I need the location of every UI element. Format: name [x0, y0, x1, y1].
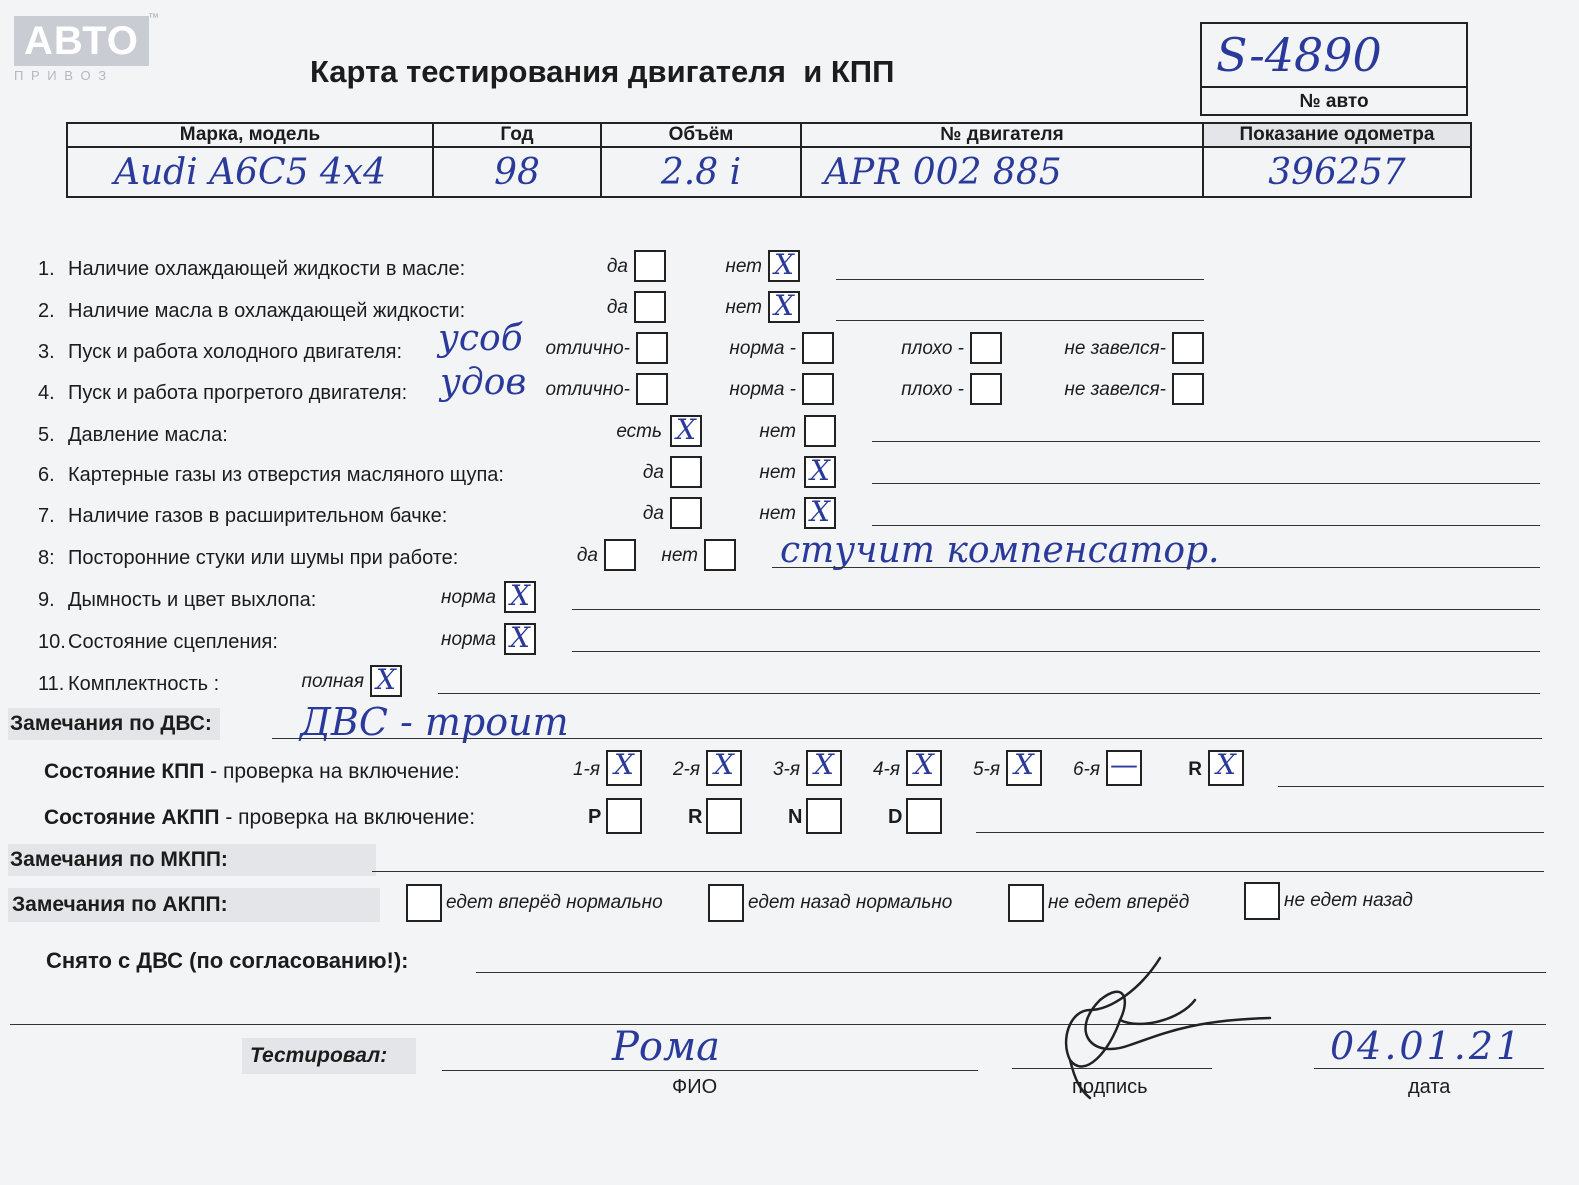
checkbox-mark: X	[774, 289, 794, 322]
checkbox-mark: X	[510, 579, 530, 612]
remark-line	[572, 609, 1540, 610]
option-label: плохо -	[901, 338, 964, 359]
option-label: полная	[301, 671, 364, 692]
option-label: норма	[441, 629, 496, 650]
remark-line	[872, 441, 1540, 442]
checkbox-akpp-n[interactable]	[806, 798, 842, 834]
remark-line	[438, 693, 1540, 694]
akpp-option-label: не едет вперёд	[1048, 892, 1190, 913]
checkbox-mark: X	[914, 748, 934, 781]
row-number: 2.	[38, 300, 55, 322]
remark-line	[872, 525, 1540, 526]
option-label: плохо -	[901, 379, 964, 400]
checkbox-expansion-tank-gases-yes[interactable]	[670, 497, 702, 529]
row-number: 6.	[38, 464, 55, 486]
row-text: Картерные газы из отверстия масляного щупа:	[68, 464, 504, 486]
header-table	[66, 122, 1472, 198]
checkbox-mark: X	[1014, 748, 1034, 781]
checkbox-cold-start-excellent[interactable]	[636, 332, 668, 364]
row-number: 9.	[38, 589, 55, 611]
dvs-remarks-value: ДВС - троит	[300, 700, 569, 744]
signature	[1030, 950, 1290, 1100]
checkbox-oil-pressure-present[interactable]	[670, 415, 702, 447]
option-label: да	[576, 545, 598, 566]
kpp-label-bold: Состояние КПП	[44, 760, 205, 783]
akpp-position-label: P	[588, 806, 602, 828]
row-text: Пуск и работа холодного двигателя:	[68, 341, 403, 363]
checkbox-crankcase-gases-yes[interactable]	[670, 456, 702, 488]
checkbox-mark: X	[614, 748, 634, 781]
page-title: Карта тестирования двигателя и КПП	[310, 54, 895, 89]
row-number: 10.	[38, 631, 66, 653]
checkbox-gear-reverse[interactable]	[1208, 750, 1244, 786]
row-text: Наличие газов в расширительном бачке:	[68, 505, 448, 527]
akpp-label-rest: - проверка на включение:	[219, 806, 476, 829]
remark-line	[772, 567, 1540, 568]
row-number: 4.	[38, 382, 55, 404]
akpp-position-label: R	[688, 806, 703, 828]
checkbox-gear-4[interactable]	[906, 750, 942, 786]
checkbox-coolant-in-oil-no[interactable]	[768, 250, 800, 282]
row-11	[38, 673, 219, 696]
row-3-handwritten-note: усоб	[438, 318, 523, 359]
logo	[14, 16, 149, 83]
checkbox-mark: X	[810, 495, 830, 528]
separator-line	[10, 1024, 1546, 1025]
checkbox-oil-in-coolant-no[interactable]	[768, 291, 800, 323]
checkbox-warm-start-bad[interactable]	[970, 373, 1002, 405]
header-label-engine-number: № двигателя	[801, 123, 1203, 147]
checkbox-crankcase-gases-no[interactable]	[804, 456, 836, 488]
checkbox-cold-start-bad[interactable]	[970, 332, 1002, 364]
row-8	[38, 547, 458, 570]
checkbox-mark: X	[774, 248, 794, 281]
option-label: отлично-	[545, 379, 630, 400]
gear-label: 1-я	[572, 759, 600, 780]
remark-line	[872, 483, 1540, 484]
logo-subtitle: П Р И В О З	[14, 68, 109, 83]
akpp-option-label: едет назад нормально	[748, 892, 953, 913]
option-label: нет	[725, 256, 762, 277]
option-label: да	[606, 256, 628, 277]
checkbox-cold-start-normal[interactable]	[802, 332, 834, 364]
tester-name: Рома	[612, 1024, 721, 1070]
car-number-label: № авто	[1299, 91, 1369, 112]
row-8-remark: стучит компенсатор.	[780, 530, 1220, 571]
checkbox-warm-start-excellent[interactable]	[636, 373, 668, 405]
row-text: Дымность и цвет выхлопа:	[68, 589, 317, 611]
row-number: 11.	[38, 673, 65, 695]
date-value: 04.01.21	[1330, 1024, 1524, 1068]
gear-label: 3-я	[772, 759, 800, 780]
remark-line	[572, 651, 1540, 652]
option-label: норма	[441, 587, 496, 608]
logo-text: АВТО	[14, 16, 149, 66]
akpp-position-label: D	[888, 806, 903, 828]
header-label-year: Год	[433, 123, 601, 147]
checkbox-mark: —	[1110, 748, 1138, 781]
row-3	[38, 341, 402, 364]
checkbox-mark: X	[810, 454, 830, 487]
checkbox-warm-start-normal[interactable]	[802, 373, 834, 405]
option-label: не завелся-	[1064, 338, 1166, 359]
checkbox-gear-1[interactable]	[606, 750, 642, 786]
row-2	[38, 300, 465, 323]
akpp-label	[44, 806, 475, 830]
mkpp-remarks-label: Замечания по МКПП:	[8, 844, 376, 876]
checkbox-exhaust-normal[interactable]	[504, 581, 536, 613]
row-text: Давление масла:	[68, 424, 228, 446]
gear-label: 6-я	[1072, 759, 1100, 780]
akpp-label-bold: Состояние АКПП	[44, 806, 220, 829]
row-4	[38, 382, 407, 405]
remark-line	[476, 972, 1546, 973]
checkbox-mark: X	[714, 748, 734, 781]
checkbox-gear-3[interactable]	[806, 750, 842, 786]
header-label-volume: Объём	[601, 123, 801, 147]
checkbox-oil-in-coolant-yes[interactable]	[634, 291, 666, 323]
row-number: 1.	[38, 258, 55, 280]
gear-label: 2-я	[672, 759, 700, 780]
gear-label: 5-я	[972, 759, 1000, 780]
car-number-box	[1200, 22, 1468, 116]
option-label: отлично-	[545, 338, 630, 359]
checkbox-noises-no[interactable]	[704, 539, 736, 571]
header-label-model: Марка, модель	[67, 123, 433, 147]
akpp-remarks-label: Замечания по АКПП:	[8, 888, 380, 922]
row-text: Комплектность :	[68, 673, 220, 695]
row-number: 7.	[38, 505, 55, 527]
fio-line	[442, 1070, 978, 1071]
kpp-label-rest: - проверка на включение:	[204, 760, 460, 783]
row-number: 8:	[38, 547, 55, 569]
dvs-remarks-label: Замечания по ДВС:	[8, 708, 220, 740]
option-label: норма -	[729, 338, 796, 359]
row-number: 5.	[38, 424, 55, 446]
option-label: нет	[661, 545, 698, 566]
tested-label: Тестировал:	[242, 1038, 416, 1074]
option-label: нет	[759, 503, 796, 524]
checkbox-completeness-full[interactable]	[370, 665, 402, 697]
checkbox-mark: X	[676, 413, 696, 446]
remark-line	[372, 871, 1544, 872]
row-4-handwritten-note: удов	[440, 362, 527, 403]
row-text: Состояние сцепления:	[68, 631, 278, 653]
gear-label: 4-я	[872, 759, 900, 780]
checkbox-expansion-tank-gases-no[interactable]	[804, 497, 836, 529]
header-value-engine-number: APR 002 885	[801, 147, 1203, 197]
date-line	[1314, 1068, 1544, 1069]
gear-label: R	[1188, 759, 1202, 780]
option-label: нет	[759, 462, 796, 483]
row-number: 3.	[38, 341, 55, 363]
car-number-value: S-4890	[1202, 24, 1466, 88]
remark-line	[1278, 786, 1544, 787]
checkbox-mark: X	[510, 621, 530, 654]
header-value-year: 98	[433, 147, 601, 197]
removed-label: Снято с ДВС (по согласованию!):	[46, 948, 409, 973]
remark-line	[272, 738, 1542, 739]
row-text: Наличие масла в охлаждающей жидкости:	[68, 300, 466, 322]
row-10	[38, 631, 278, 654]
checkbox-coolant-in-oil-yes[interactable]	[634, 250, 666, 282]
header-value-model: Audi A6C5 4x4	[67, 147, 433, 197]
fio-caption: ФИО	[672, 1076, 718, 1098]
checkbox-forward-normal[interactable]	[406, 884, 442, 922]
checkbox-oil-pressure-absent[interactable]	[804, 415, 836, 447]
checkbox-cold-start-failed[interactable]	[1172, 332, 1204, 364]
logo-trademark: ™	[148, 12, 159, 24]
akpp-option-label: едет вперёд нормально	[446, 892, 663, 913]
row-text: Пуск и работа прогретого двигателя:	[68, 382, 408, 404]
row-1	[38, 258, 465, 281]
option-label: не завелся-	[1064, 379, 1166, 400]
option-label: нет	[759, 421, 796, 442]
signature-caption: подпись	[1072, 1076, 1148, 1098]
option-label: нет	[725, 297, 762, 318]
row-7	[38, 505, 447, 528]
remark-line	[976, 832, 1544, 833]
option-label: да	[606, 297, 628, 318]
row-5	[38, 424, 228, 447]
header-label-odometer: Показание одометра	[1203, 123, 1471, 147]
kpp-label	[44, 760, 460, 784]
row-6	[38, 464, 504, 487]
header-value-volume: 2.8 i	[601, 147, 801, 197]
row-text: Посторонние стуки или шумы при работе:	[68, 547, 459, 569]
date-caption: дата	[1408, 1076, 1451, 1098]
checkbox-mark: X	[376, 663, 396, 696]
remark-line	[836, 279, 1204, 280]
checkbox-noises-yes[interactable]	[604, 539, 636, 571]
option-label: да	[642, 462, 664, 483]
checkbox-gear-2[interactable]	[706, 750, 742, 786]
checkbox-no-forward[interactable]	[1008, 884, 1044, 922]
option-label: есть	[616, 421, 662, 442]
checkbox-clutch-normal[interactable]	[504, 623, 536, 655]
checkbox-gear-6[interactable]	[1106, 750, 1142, 786]
checkbox-akpp-p[interactable]	[606, 798, 642, 834]
checkbox-reverse-normal[interactable]	[708, 884, 744, 922]
akpp-position-label: N	[788, 806, 803, 828]
remark-line	[836, 320, 1204, 321]
checkbox-akpp-d[interactable]	[906, 798, 942, 834]
checkbox-mark: X	[814, 748, 834, 781]
option-label: да	[642, 503, 664, 524]
checkbox-akpp-r[interactable]	[706, 798, 742, 834]
option-label: норма -	[729, 379, 796, 400]
checkbox-mark: X	[1216, 748, 1236, 781]
signature-line	[1012, 1068, 1212, 1069]
checkbox-no-reverse[interactable]	[1244, 882, 1280, 920]
header-value-odometer: 396257	[1203, 147, 1471, 197]
checkbox-warm-start-failed[interactable]	[1172, 373, 1204, 405]
row-text: Наличие охлаждающей жидкости в масле:	[68, 258, 466, 280]
checkbox-gear-5[interactable]	[1006, 750, 1042, 786]
akpp-option-label: не едет назад	[1284, 890, 1413, 911]
row-9	[38, 589, 316, 612]
